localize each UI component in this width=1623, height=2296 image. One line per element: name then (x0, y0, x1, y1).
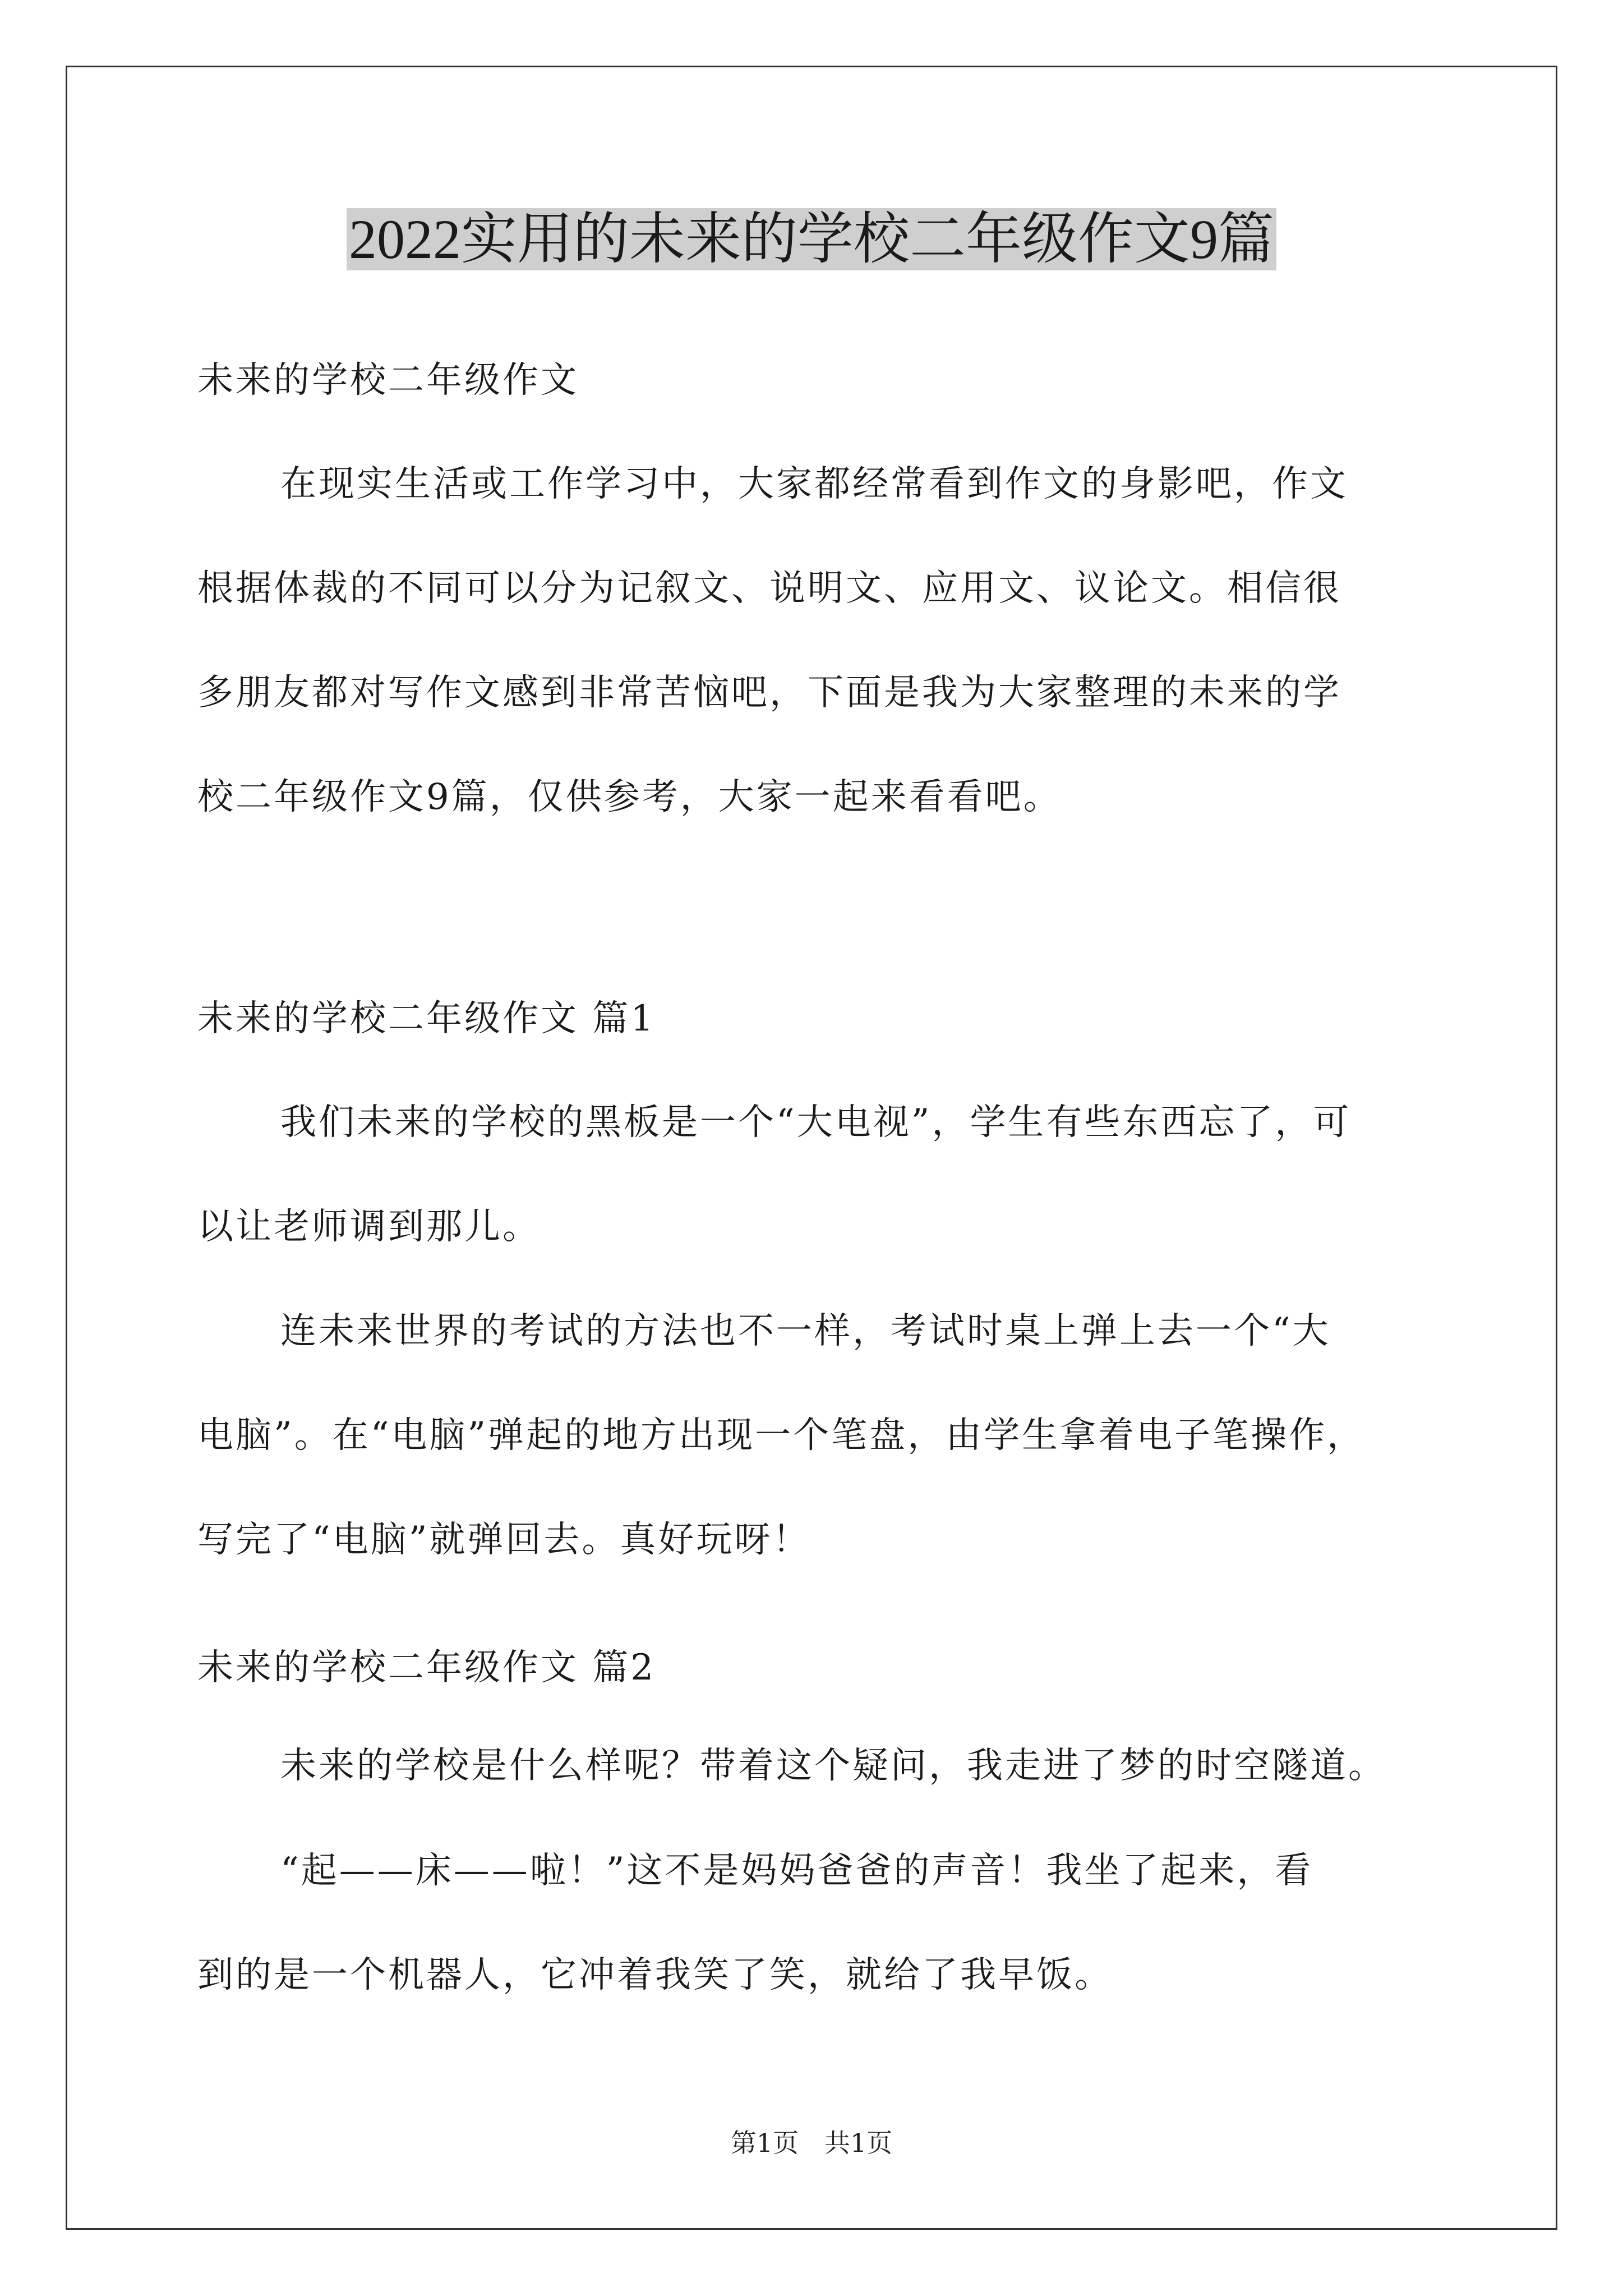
section1-paragraph-2 (197, 1279, 1426, 1592)
intro-paragraph (197, 432, 1426, 849)
paragraph-line: 以让老师调到那儿。 (197, 1206, 541, 1248)
paragraph-line: 校二年级作文9篇，仅供参考，大家一起来看看吧。 (197, 776, 1062, 818)
section-heading-1: 未来的学校二年级作文 篇1 (197, 998, 656, 1039)
document-title-text: 2022实用的未来的学校二年级作文9篇 (347, 208, 1276, 270)
section2-paragraph-1 (197, 1714, 1426, 1818)
section-heading-2: 未来的学校二年级作文 篇2 (197, 1647, 656, 1688)
document-title (0, 197, 1623, 282)
section2-paragraph-2 (197, 1819, 1426, 2027)
paragraph-line: 未来的学校是什么样呢？带着这个疑问，我走进了梦的时空隧道。 (280, 1745, 1386, 1787)
paragraph-line: 连未来世界的考试的方法也不一样，考试时桌上弹上去一个“大 (280, 1310, 1331, 1352)
paragraph-line: “起——床——啦！”这不是妈妈爸爸的声音！我坐了起来，看 (280, 1850, 1313, 1892)
page-footer: 第1页 共1页 (730, 2128, 893, 2158)
paragraph-line: 在现实生活或工作学习中，大家都经常看到作文的身影吧，作文 (280, 463, 1348, 505)
paragraph-line: 多朋友都对写作文感到非常苦恼吧，下面是我为大家整理的未来的学 (197, 672, 1341, 714)
intro-heading: 未来的学校二年级作文 (197, 360, 579, 401)
paragraph-line: 根据体裁的不同可以分为记叙文、说明文、应用文、议论文。相信很 (197, 568, 1341, 609)
paragraph-line: 我们未来的学校的黑板是一个“大电视”，学生有些东西忘了，可 (280, 1102, 1352, 1143)
section1-paragraph-1 (197, 1070, 1426, 1279)
paragraph-line: 到的是一个机器人，它冲着我笑了笑，就给了我早饭。 (197, 1954, 1113, 1996)
paragraph-line: 电脑”。在“电脑”弹起的地方出现一个笔盘，由学生拿着电子笔操作， (197, 1415, 1366, 1456)
paragraph-line: 写完了“电脑”就弹回去。真好玩呀！ (197, 1519, 811, 1561)
